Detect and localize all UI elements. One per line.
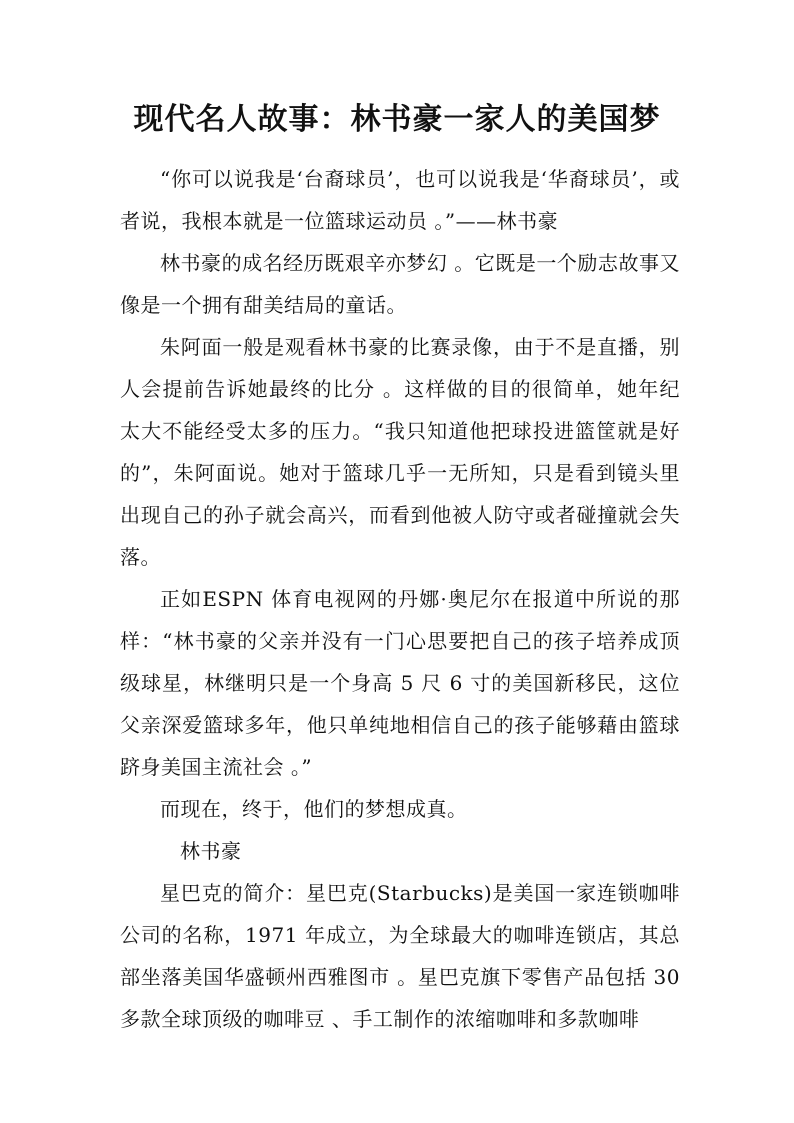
image-caption: 林书豪 — [180, 839, 242, 863]
paragraph-quote: “你可以说我是‘台裔球员’，也可以说我是‘华裔球员’，或者说，我根本就是一位篮球运动员 。”——林书豪 — [120, 167, 680, 233]
paragraph-espn: 正如ESPN 体育电视网的丹娜·奥尼尔在报道中所说的那样：“林书豪的父亲并没有一门心思要把自己的孩子培养成顶级球星，林继明只是一个身高 5 尺 6 寸的美国新移民，这位父亲深爱篮球多年，他只单纯地相信自己的孩子能够藉由篮球跻身美国主流社会 。” — [120, 587, 680, 779]
paragraph-grandmother: 朱阿面一般是观看林书豪的比赛录像，由于不是直播，别人会提前告诉她最终的比分 。这样做的目的很简单，她年纪太大不能经受太多的压力。“我只知道他把球投进篮筐就是好的”，朱阿面说。她对于篮球几乎一无所知，只是看到镜头里出现自己的孙子就会高兴，而看到他被人防守或者碰撞就会失落。 — [120, 335, 680, 569]
document-body — [120, 158, 680, 1040]
paragraph-dream: 而现在，终于，他们的梦想成真。 — [160, 797, 468, 821]
document-title: 现代名人故事：林书豪一家人的美国梦 — [133, 102, 661, 137]
paragraph-fame: 林书豪的成名经历既艰辛亦梦幻 。它既是一个励志故事又像是一个拥有甜美结局的童话。 — [120, 251, 680, 317]
paragraph-starbucks: 星巴克的简介：星巴克(Starbucks)是美国一家连锁咖啡公司的名称，1971 年成立，为全球最大的咖啡连锁店，其总部坐落美国华盛顿州西雅图市 。星巴克旗下零售产品包括 30 多款全球顶级的咖啡豆 、手工制作的浓缩咖啡和多款咖啡 — [120, 881, 680, 1031]
